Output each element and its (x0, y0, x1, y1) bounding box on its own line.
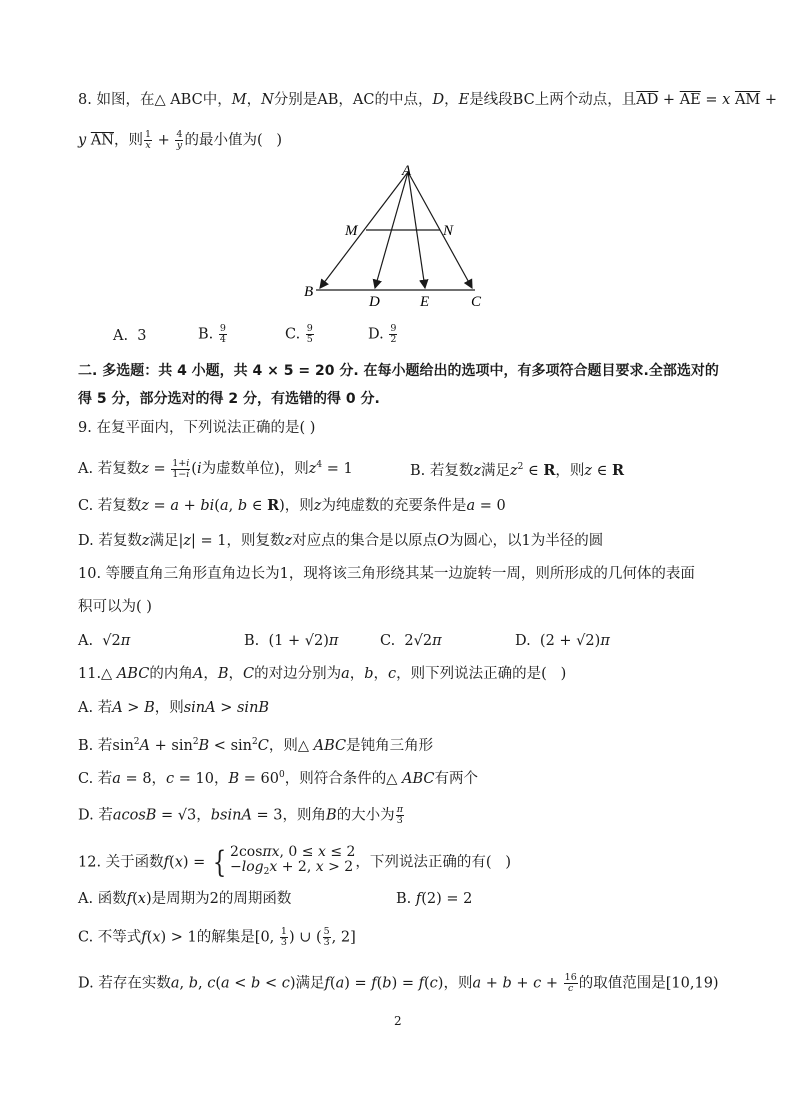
q11-option-c[interactable]: C. 若a = 8，c = 10，$B = 60^0$，则符合条件的△ ABC有两个 (78, 770, 478, 787)
q10-option-a[interactable]: A. √2π (78, 633, 131, 649)
label-a: A (402, 163, 412, 179)
q9-option-a[interactable]: A. 若复数z = $\frac{1+i}{1-i}$ (i为虚数单位)，则$z^4 = 1$ (78, 457, 353, 480)
section2-header-line2: 得 5 分，部分选对的得 2 分，有选错的得 0 分. (78, 391, 380, 407)
section2-header-line1: 二. 多选题：共 4 小题，共 4 × 5 = 20 分. 在每小题给出的选项中，有多项符合题目要求.全部选对的 (78, 363, 719, 379)
q10-option-c[interactable]: C. 2√2π (380, 633, 442, 649)
q8-stem-line1: 8. 如图，在△ ABC中，M，N分别是AB，AC的中点，D，E是线段BC上两个动点，且$\overline{AD} + \overline{AE} = x$ $\overline{AM}$ + (78, 92, 778, 108)
q12-stem: 12. 关于函数f(x) = { 2cosπx, 0 ≤ x ≤ 2 $-\log_2x + 2$, x > 2 ，下列说法正确的有( ) (78, 844, 512, 880)
q9-stem: 9. 在复平面内，下列说法正确的是( ) (78, 420, 316, 436)
q12-option-a[interactable]: A. 函数f(x)是周期为2的周期函数 (78, 891, 292, 907)
label-e: E (420, 294, 430, 310)
q8-stem-line2: y $\overline{AN}$，则 $\frac{1}{x}$ + $\frac{4}{y}$ 的最小值为( ) (78, 129, 283, 151)
label-b: B (304, 284, 314, 300)
q11-option-b[interactable]: B. 若$\sin^2A + \sin^2B < \sin^2C$，则△ ABC是钝角三角形 (78, 737, 434, 754)
q12-option-d[interactable]: D. 若存在实数a, b, c(a < b < c)满足f(a) = f(b) = f(c)，则a + b + c + $\frac{16}{c}$ 的取值范围是[10,19) (78, 972, 719, 994)
label-d: D (369, 294, 380, 310)
q10-stem-line2: 积可以为( ) (78, 599, 152, 615)
q8-option-b[interactable]: B. $\frac{9}{4}$ (198, 323, 226, 345)
q12-case1: 2cosπx, 0 ≤ x ≤ 2 (230, 844, 356, 860)
q12-option-b[interactable]: B. f(2) = 2 (396, 891, 473, 907)
q10-option-d[interactable]: D. (2 + √2)π (515, 633, 610, 649)
q11-stem: 11.△ ABC的内角A，B，C的对边分别为a，b，c，则下列说法正确的是( ) (78, 666, 567, 682)
q8-option-a[interactable]: A. 3 (113, 328, 147, 344)
q8-option-d[interactable]: D. $\frac{9}{2}$ (368, 323, 397, 345)
q12-case2: $-\log_2x + 2$, x > 2 (230, 859, 354, 877)
label-m: M (345, 223, 358, 239)
q10-option-b[interactable]: B. (1 + √2)π (244, 633, 339, 649)
label-c: C (471, 294, 482, 310)
q9-option-b[interactable]: B. 若复数z满足$z^2$ ∈ R，则z ∈ R (410, 462, 625, 479)
q9-option-d[interactable]: D. 若复数z满足|z| = 1，则复数z对应点的集合是以原点O为圆心，以1为半径的圆 (78, 533, 604, 549)
q11-option-d[interactable]: D. 若acosB = √3，bsinA = 3，则角B的大小为 $\frac{\pi}{3}$ (78, 804, 403, 826)
triangle-figure (300, 160, 500, 310)
q11-option-a[interactable]: A. 若A > B，则sinA > sinB (78, 700, 270, 716)
page-number: 2 (394, 1014, 402, 1028)
q9-option-c[interactable]: C. 若复数z = a + bi(a, b ∈ R)，则z为纯虚数的充要条件是a = 0 (78, 497, 506, 514)
label-n: N (443, 223, 454, 239)
q10-stem-line1: 10. 等腰直角三角形直角边长为1，现将该三角形绕其某一边旋转一周，则所形成的几何体的表面 (78, 566, 695, 582)
q12-option-c[interactable]: C. 不等式f(x) > 1的解集是[0, $\frac{1}{3}$ ) ∪ ( $\frac{5}{3}$ , 2] (78, 926, 356, 948)
q8-option-c[interactable]: C. $\frac{9}{5}$ (285, 323, 313, 345)
